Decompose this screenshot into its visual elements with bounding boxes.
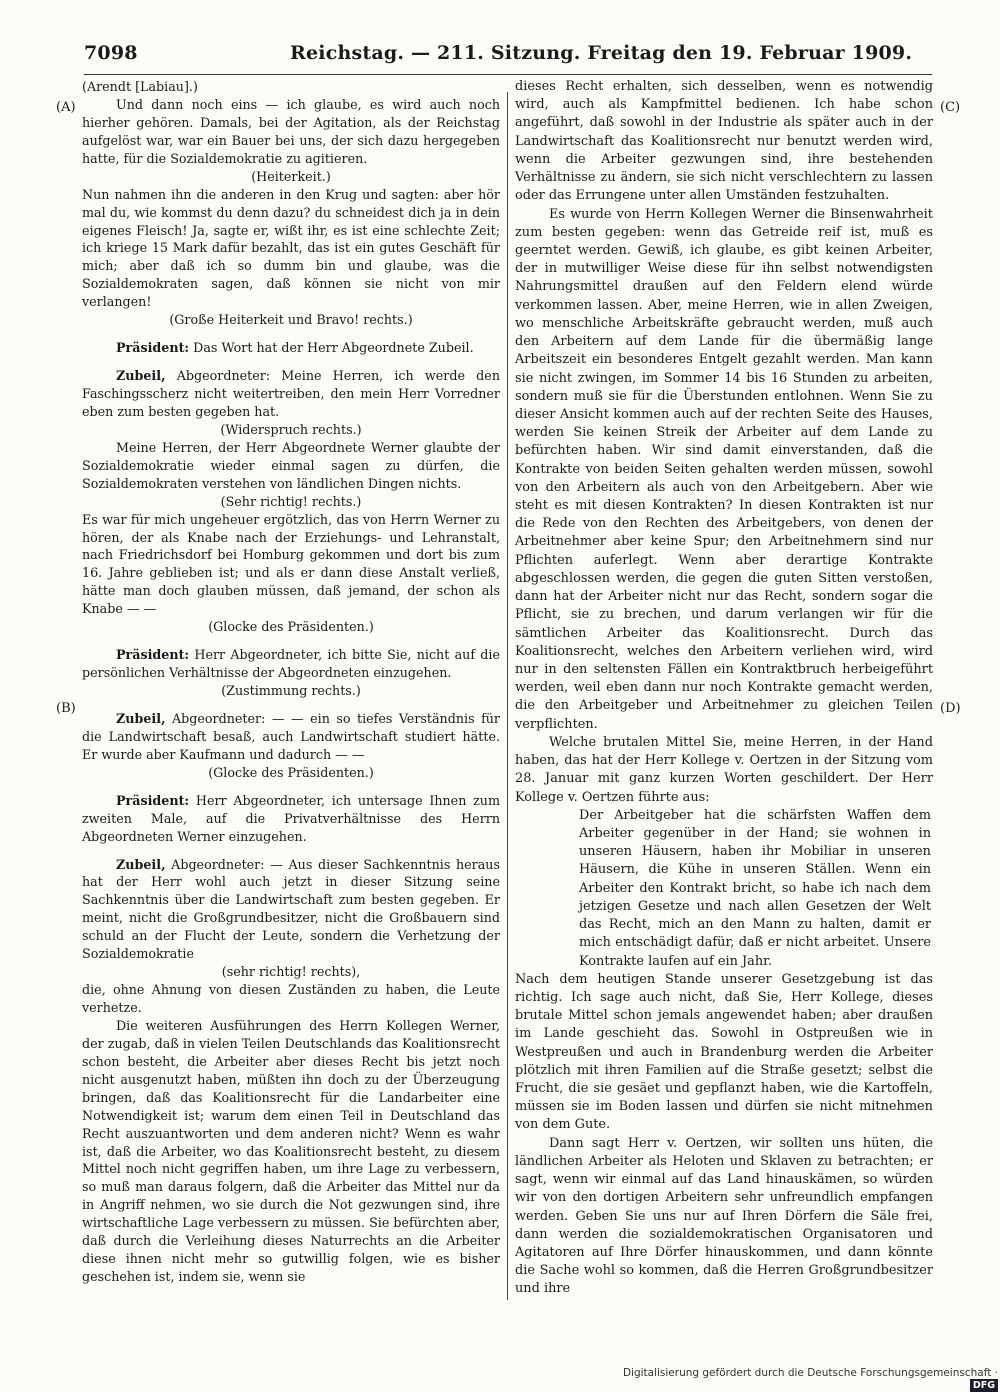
- dfg-logo: DFG: [970, 1379, 998, 1392]
- footer-text: Digitalisierung gefördert durch die Deutsche Forschungsgemeinschaft ·: [622, 1367, 998, 1379]
- speaker-name: Präsident:: [116, 792, 190, 808]
- margin-marker-b: (B): [56, 701, 76, 716]
- paragraph: [82, 710, 500, 764]
- paragraph-text: (Glocke des Präsidenten.): [208, 764, 374, 780]
- interjection: [82, 493, 500, 511]
- paragraph: [515, 734, 933, 807]
- paragraph-text: Das Wort hat der Herr Abgeordnete Zubeil.: [193, 340, 474, 356]
- paragraph-text: Abgeordneter: — — ein so tiefes Verständnis für die Landwirtschaft besaß, auch Landwirtschaft studiert hätte. Er wurde aber Kaufmann und dadurch — —: [82, 710, 500, 762]
- right-column: [515, 78, 933, 1299]
- left-column: [82, 78, 500, 1286]
- paragraph: [82, 439, 500, 493]
- paragraph-text: Herr Abgeordneter, ich untersage Ihnen zum zweiten Male, auf die Privatverhältnisse des Herrn Abgeordneten Werner einzugehen.: [82, 792, 500, 844]
- paragraph: [82, 792, 500, 846]
- paragraph-text: (Heiterkeit.): [251, 168, 331, 184]
- paragraph-text: Welche brutalen Mittel Sie, meine Herren, in der Hand haben, das hat der Herr Kollege v. Oertzen in der Sitzung vom 28. Januar mit ganz kurzen Worten geschildert. Der Herr Kollege v. Oertzen führte aus:: [515, 734, 933, 805]
- speaker-name: Zubeil,: [116, 710, 166, 726]
- column-divider: [507, 92, 508, 1300]
- paragraph-text: Nach dem heutigen Stande unserer Gesetzgebung ist das richtig. Ich sage auch nicht, daß Sie, Herr Kollege, dieses brutale Mittel schon jemals angewendet haben; aber draußen im Lande geschieht das. Sowohl in Ostpreußen wie in Westpreußen und auch in Brandenburg werden die Arbeiter plötzlich mit ihren Familien auf die Straße gesetzt; selbst die Frucht, die sie gesäet und gepflanzt haben, wie die Kartoffeln, müssen sie im Boden lassen und dürfen sie nicht mitnehmen von dem Gute.: [515, 971, 933, 1133]
- speaker-name: Zubeil,: [116, 368, 166, 384]
- paragraph-text: (Große Heiterkeit und Bravo! rechts.): [169, 312, 413, 328]
- paragraph-text: (Glocke des Präsidenten.): [208, 619, 374, 635]
- margin-marker-a: (A): [56, 100, 76, 115]
- footer-credit: [608, 1367, 998, 1391]
- speaker-name: Präsident:: [116, 340, 190, 356]
- speaker-name: Präsident:: [116, 647, 190, 663]
- paragraph-text: Nun nahmen ihn die anderen in den Krug und sagten: aber hör mal du, wie kommst du denn dazu? du schneidest dich ja in dein eigenes Fleisch! Ja, sagte er, wißt ihr, es ist eine schlechte Zeit; ich kriege 15 Mark dafür bezahlt, das ist ein gutes Geschäft für mich; aber daß ich so dumm bin und glaube, was die Sozialdemokraten sagen, daß können sie nicht von mir verlangen!: [82, 186, 500, 310]
- paragraph-text: die, ohne Ahnung von diesen Zuständen zu haben, die Leute verhetze.: [82, 982, 500, 1015]
- paragraph: [82, 856, 500, 964]
- header-rule: [84, 74, 932, 75]
- paragraph: [82, 339, 500, 357]
- speaker-name: Zubeil,: [116, 856, 166, 872]
- paragraph: [515, 206, 933, 734]
- paragraph-text: Es wurde von Herrn Kollegen Werner die Binsenwahrheit zum besten gegeben: wenn das Getreide reif ist, muß es geerntet werden. Gewiß, ich glaube, es gibt keinen Arbeiter, der in mutwilliger Weise diese für ihn selbst notwendigsten Nahrungsmittel draußen auf den Feldern elend würde verkommen lassen. Aber, meine Herren, wie in allen Zweigen, wo menschliche Arbeitskräfte gebraucht werden, muß auch den Arbeitern auf dem Lande für die übermäßig lange Arbeitszeit ein besonderes Entgelt gezahlt werden. Man kann sie nicht zwingen, im Sommer 14 bis 16 Stunden zu arbeiten, sondern muß sie für die Überstunden entlohnen. Wenn Sie zu dieser Ansicht kommen auch auf der rechten Seite des Hauses, werden Sie keinen Streik der Arbeiter auf dem Lande zu befürchten haben. Wir sind damit einverstanden, daß die Kontrakte von beiden Seiten gehalten werden müssen, sowohl von den Arbeitern als auch von den Arbeitgebern. Aber wie steht es mit diesen Kontrakten? In diesen Kontrakten ist nur die Rede von den Rechten des Arbeitgebers, von denen der Arbeitnehmer aber keine Spur; den Arbeitnehmern sind nur Pflichten auferlegt. Wenn aber derartige Kontrakte abgeschlossen werden, die gegen die guten Sitten verstoßen, dann hat der Arbeiter nicht nur das Recht, sondern sogar die Pflicht, sie zu brechen, und darum verlangen wir für die sämtlichen Arbeiter das Koalitionsrecht. Durch das Koalitionsrecht, welches den Arbeitern verliehen wird, wird nur in den seltensten Fällen ein Kontraktbruch herbeigeführt werden, weil eben dann nur noch Kontrakte gemacht werden, die den Arbeitgeber und Arbeitnehmer zu gleichen Teilen verpflichten.: [515, 206, 933, 732]
- paragraph: [82, 511, 500, 619]
- paragraph-text: Abgeordneter: Meine Herren, ich werde den Faschingsscherz nicht weitertreiben, den mein Herr Vorredner eben zum besten gegeben hat.: [82, 368, 500, 419]
- interjection: [82, 311, 500, 329]
- interjection: [82, 682, 500, 700]
- paragraph: [515, 971, 933, 1135]
- page-number: 7098: [84, 42, 138, 64]
- interjection: [82, 618, 500, 636]
- paragraph-text: Abgeordneter: — Aus dieser Sachkenntnis heraus hat der Herr wohl auch jetzt in dieser Sitzung seine Sachkenntnis über die Landwirtschaft zum besten gegeben. Er meint, nicht die Großgrundbesitzer, nicht die Großbauern sind schuld an der Flucht der Leute, sondern die Verhetzung der Sozialdemokratie: [82, 856, 500, 962]
- paragraph-text: Die weiteren Ausführungen des Herrn Kollegen Werner, der zugab, daß in vielen Teilen Deutschlands das Koalitionsrecht schon besteht, die Arbeiter aber dieses Recht bis jetzt noch nicht ausgenutzt haben, müßten ihn doch zu der Überzeugung bringen, daß das Koalitionsrecht für die Landarbeiter eine Notwendigkeit ist; warum dem einen Teil in Deutschland das Recht auszuantworten und dem anderen nicht? Wenn es wahr ist, daß die Arbeiter, wo das Koalitionsrecht besteht, zu diesem Mittel noch nicht gegriffen haben, um ihre Lage zu verbessern, so muß man daraus folgern, daß die Arbeiter das Mittel nur da in Angriff nehmen, wo sie durch die Not gezwungen sind, ihre wirtschaftliche Lage verbessern zu müssen. Sie befürchten aber, daß durch die Verleihung dieses Naturrechts an die Arbeiter diese ihnen nicht mehr so gutwillig folgen, wie es bisher geschehen ist, indem sie, wenn sie: [82, 1017, 500, 1285]
- paragraph: [515, 78, 933, 206]
- paragraph-text: (Widerspruch rechts.): [220, 421, 362, 437]
- paragraph: [82, 367, 500, 421]
- paragraph: [515, 1135, 933, 1299]
- paragraph: [82, 646, 500, 682]
- paragraph-text: Dann sagt Herr v. Oertzen, wir sollten uns hüten, die ländlichen Arbeiter als Heloten und Sklaven zu betrachten; er sagt, wenn wir einmal auf das Land hinauskämen, so würden wir von den dortigen Arbeitern sehr unfreundlich empfangen werden. Geben Sie uns nur auf Ihren Dörfern die Säle frei, dann werden die sozialdemokratischen Organisatoren und Agitatoren auf Ihre Dörfer hinauskommen, und dann könnte die Sache wohl so kommen, daß die Herren Großgrundbesitzer und ihre: [515, 1135, 933, 1297]
- paragraph-text: Es war für mich ungeheuer ergötzlich, das von Herrn Werner zu hören, der als Knabe nach der Erziehungs- und Lehranstalt, nach Friedrichsdorf bei Homburg gekommen und dort bis zum 16. Jahre geblieben ist; und als er dann diese Anstalt verließ, hätte man doch glauben müssen, daß jemand, der schon als Knabe — —: [82, 511, 500, 617]
- page-title: Reichstag. — 211. Sitzung. Freitag den 19. Februar 1909.: [290, 42, 913, 64]
- interjection: [82, 421, 500, 439]
- interjection: [82, 168, 500, 186]
- paragraph-text: Der Arbeitgeber hat die schärfsten Waffen dem Arbeiter gegenüber in der Hand; sie wohnen in unseren Häusern, haben ihr Mobiliar in unseren Häusern, die Kühe in unseren Ställen. Wenn ein Arbeiter den Kontrakt bricht, so habe ich nach dem jetzigen Gesetze und nach allen Gesetzen der Welt das Recht, mich an den Mann zu halten, damit er mich entschädigt dafür, daß er nicht arbeitet. Unsere Kontrakte laufen auf ein Jahr.: [579, 807, 931, 969]
- paragraph-text: Und dann noch eins — ich glaube, es wird auch noch hierher gehören. Damals, bei der Agitation, als der Reichstag aufgelöst war, war ein Bauer bei uns, der sich dazu hergegeben hatte, für die Sozialdemokratie zu agitieren.: [82, 96, 500, 166]
- paragraph: [82, 78, 500, 96]
- paragraph-text: dieses Recht erhalten, sich desselben, wenn es notwendig wird, auch als Kampfmittel bedienen. Ich habe schon angeführt, daß sowohl in der Industrie als später auch in der Landwirtschaft das Koalitionsrecht nur benutzt werden wird, wenn die Arbeiter gezwungen sind, ihre bestehenden Verhältnisse zu ändern, sie sich nicht verschlechtern zu lassen oder das Errungene unter allen Umständen festzuhalten.: [515, 79, 933, 204]
- margin-marker-d: (D): [940, 701, 961, 716]
- paragraph-text: (Arendt [Labiau].): [82, 79, 198, 94]
- paragraph: [82, 981, 500, 1017]
- paragraph-text: (Zustimmung rechts.): [221, 683, 361, 698]
- interjection: [82, 764, 500, 782]
- paragraph-text: (sehr richtig! rechts),: [221, 964, 361, 980]
- paragraph-text: Meine Herren, der Herr Abgeordnete Werner glaubte der Sozialdemokratie wieder einmal sagen zu dürfen, die Sozialdemokraten verstehen von ländlichen Dingen nichts.: [82, 439, 500, 491]
- block-quote: [579, 807, 931, 971]
- paragraph: [82, 1017, 500, 1286]
- paragraph: [82, 96, 500, 168]
- interjection: [82, 963, 500, 981]
- running-header: [84, 42, 932, 68]
- paragraph-text: (Sehr richtig! rechts.): [220, 493, 362, 509]
- margin-marker-c: (C): [940, 100, 961, 115]
- paragraph-text: Herr Abgeordneter, ich bitte Sie, nicht auf die persönlichen Verhältnisse der Abgeordneten einzugehen.: [82, 647, 500, 681]
- paragraph: [82, 186, 500, 312]
